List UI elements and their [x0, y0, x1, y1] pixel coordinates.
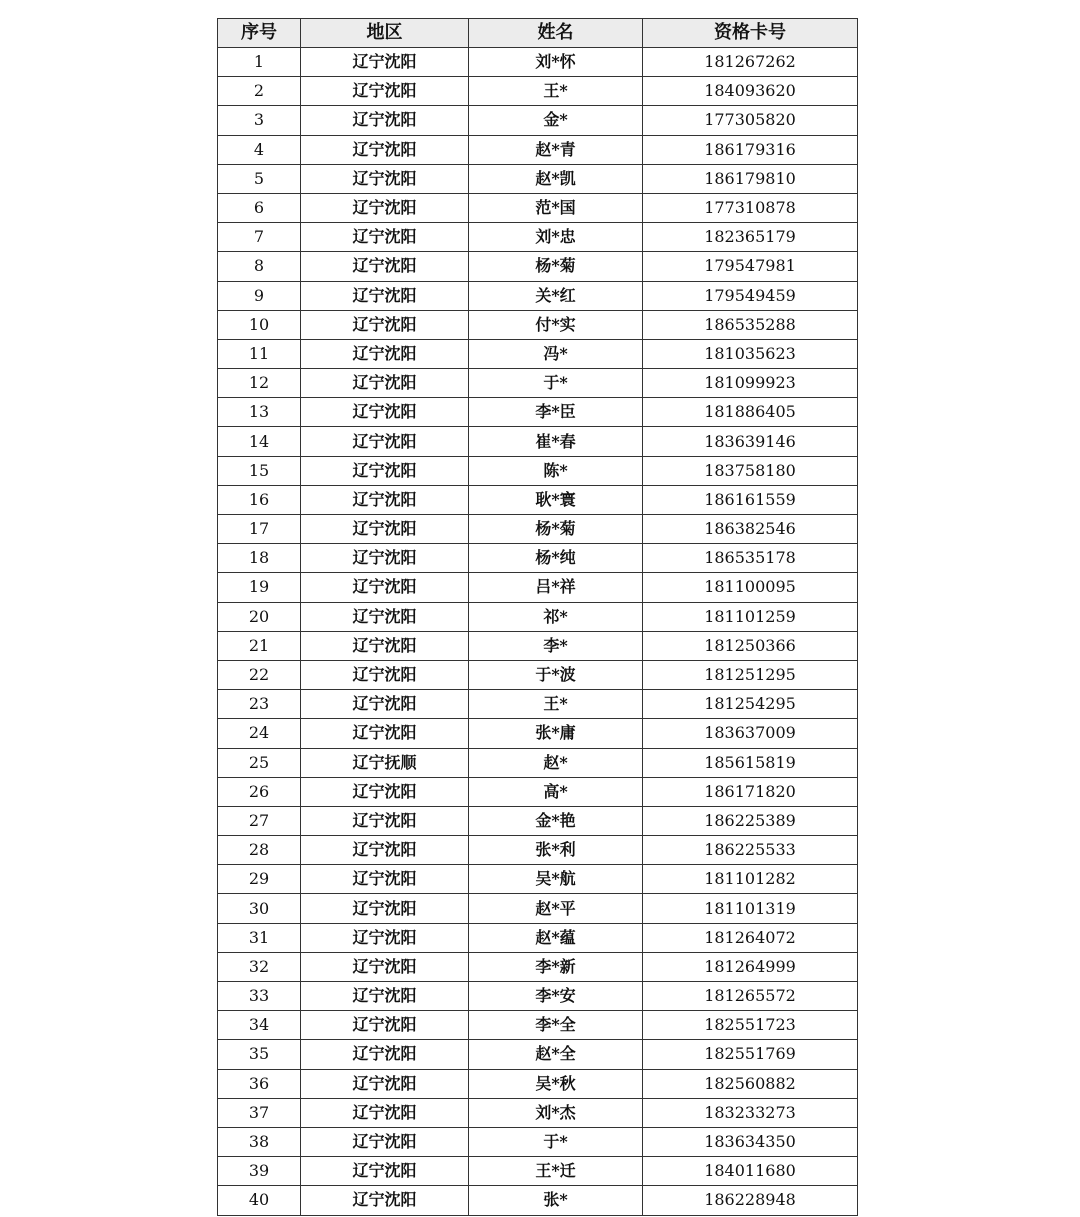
cell-name: 刘*杰 — [469, 1098, 643, 1127]
cell-card-number: 183637009 — [643, 719, 858, 748]
cell-index: 34 — [218, 1011, 301, 1040]
cell-region: 辽宁沈阳 — [301, 690, 469, 719]
table-row — [218, 631, 858, 660]
table-row — [218, 427, 858, 456]
cell-name: 崔*春 — [469, 427, 643, 456]
cell-index: 10 — [218, 310, 301, 339]
cell-index: 32 — [218, 952, 301, 981]
cell-card-number: 177305820 — [643, 106, 858, 135]
cell-region: 辽宁沈阳 — [301, 544, 469, 573]
cell-index: 26 — [218, 777, 301, 806]
cell-name: 张*庸 — [469, 719, 643, 748]
cell-region: 辽宁沈阳 — [301, 164, 469, 193]
cell-index: 13 — [218, 398, 301, 427]
table-row — [218, 836, 858, 865]
table-row — [218, 1040, 858, 1069]
table-row — [218, 456, 858, 485]
table-row — [218, 602, 858, 631]
cell-name: 于* — [469, 1127, 643, 1156]
table-row — [218, 398, 858, 427]
table-row — [218, 806, 858, 835]
table-body — [218, 48, 858, 1216]
cell-name: 金*艳 — [469, 806, 643, 835]
cell-index: 35 — [218, 1040, 301, 1069]
cell-card-number: 186171820 — [643, 777, 858, 806]
cell-name: 赵*凯 — [469, 164, 643, 193]
cell-index: 22 — [218, 660, 301, 689]
cell-card-number: 186382546 — [643, 515, 858, 544]
table-row — [218, 573, 858, 602]
cell-card-number: 186225389 — [643, 806, 858, 835]
cell-region: 辽宁沈阳 — [301, 193, 469, 222]
cell-name: 李*新 — [469, 952, 643, 981]
cell-name: 冯* — [469, 339, 643, 368]
table-row — [218, 777, 858, 806]
table-row — [218, 660, 858, 689]
cell-region: 辽宁沈阳 — [301, 1040, 469, 1069]
cell-index: 19 — [218, 573, 301, 602]
cell-card-number: 186535288 — [643, 310, 858, 339]
cell-card-number: 181101319 — [643, 894, 858, 923]
cell-card-number: 181267262 — [643, 48, 858, 77]
cell-card-number: 182560882 — [643, 1069, 858, 1098]
cell-card-number: 186535178 — [643, 544, 858, 573]
cell-card-number: 181099923 — [643, 369, 858, 398]
cell-card-number: 182365179 — [643, 223, 858, 252]
cell-name: 张*利 — [469, 836, 643, 865]
cell-region: 辽宁沈阳 — [301, 952, 469, 981]
cell-index: 8 — [218, 252, 301, 281]
cell-index: 7 — [218, 223, 301, 252]
cell-card-number: 181886405 — [643, 398, 858, 427]
cell-index: 17 — [218, 515, 301, 544]
cell-name: 杨*菊 — [469, 515, 643, 544]
header-name: 姓名 — [469, 19, 643, 48]
cell-card-number: 185615819 — [643, 748, 858, 777]
table-row — [218, 193, 858, 222]
cell-index: 20 — [218, 602, 301, 631]
cell-index: 38 — [218, 1127, 301, 1156]
cell-name: 张* — [469, 1186, 643, 1215]
cell-index: 1 — [218, 48, 301, 77]
cell-region: 辽宁沈阳 — [301, 135, 469, 164]
cell-region: 辽宁沈阳 — [301, 573, 469, 602]
table-row — [218, 982, 858, 1011]
cell-index: 21 — [218, 631, 301, 660]
cell-index: 28 — [218, 836, 301, 865]
cell-card-number: 181265572 — [643, 982, 858, 1011]
cell-name: 祁* — [469, 602, 643, 631]
cell-card-number: 182551723 — [643, 1011, 858, 1040]
cell-name: 赵* — [469, 748, 643, 777]
cell-index: 36 — [218, 1069, 301, 1098]
cell-index: 30 — [218, 894, 301, 923]
cell-region: 辽宁沈阳 — [301, 777, 469, 806]
cell-region: 辽宁沈阳 — [301, 339, 469, 368]
cell-region: 辽宁沈阳 — [301, 1127, 469, 1156]
cell-card-number: 183639146 — [643, 427, 858, 456]
cell-index: 3 — [218, 106, 301, 135]
cell-index: 5 — [218, 164, 301, 193]
cell-name: 吴*航 — [469, 865, 643, 894]
cell-name: 吕*祥 — [469, 573, 643, 602]
cell-region: 辽宁沈阳 — [301, 923, 469, 952]
cell-region: 辽宁沈阳 — [301, 894, 469, 923]
header-index: 序号 — [218, 19, 301, 48]
cell-region: 辽宁沈阳 — [301, 1157, 469, 1186]
cell-name: 金* — [469, 106, 643, 135]
cell-name: 王* — [469, 690, 643, 719]
cell-name: 刘*怀 — [469, 48, 643, 77]
cell-index: 29 — [218, 865, 301, 894]
cell-region: 辽宁沈阳 — [301, 719, 469, 748]
table-row — [218, 77, 858, 106]
cell-card-number: 186228948 — [643, 1186, 858, 1215]
table-row — [218, 1186, 858, 1215]
header-card-number: 资格卡号 — [643, 19, 858, 48]
table-row — [218, 1098, 858, 1127]
table-row — [218, 690, 858, 719]
cell-card-number: 179547981 — [643, 252, 858, 281]
cell-card-number: 179549459 — [643, 281, 858, 310]
cell-name: 赵*蕴 — [469, 923, 643, 952]
table-row — [218, 952, 858, 981]
table-row — [218, 252, 858, 281]
cell-index: 27 — [218, 806, 301, 835]
table-row — [218, 894, 858, 923]
cell-card-number: 181250366 — [643, 631, 858, 660]
cell-card-number: 184011680 — [643, 1157, 858, 1186]
cell-name: 耿*寰 — [469, 485, 643, 514]
cell-name: 赵*平 — [469, 894, 643, 923]
cell-region: 辽宁沈阳 — [301, 515, 469, 544]
table-header — [218, 19, 858, 48]
table-row — [218, 135, 858, 164]
cell-index: 11 — [218, 339, 301, 368]
table-row — [218, 485, 858, 514]
cell-name: 范*国 — [469, 193, 643, 222]
cell-name: 李*安 — [469, 982, 643, 1011]
cell-region: 辽宁沈阳 — [301, 1186, 469, 1215]
cell-region: 辽宁沈阳 — [301, 1069, 469, 1098]
cell-region: 辽宁沈阳 — [301, 865, 469, 894]
cell-region: 辽宁沈阳 — [301, 281, 469, 310]
table-row — [218, 1069, 858, 1098]
cell-name: 吴*秋 — [469, 1069, 643, 1098]
cell-card-number: 177310878 — [643, 193, 858, 222]
cell-region: 辽宁沈阳 — [301, 398, 469, 427]
table-row — [218, 369, 858, 398]
cell-region: 辽宁沈阳 — [301, 836, 469, 865]
cell-card-number: 186225533 — [643, 836, 858, 865]
table-row — [218, 923, 858, 952]
cell-card-number: 186161559 — [643, 485, 858, 514]
cell-name: 赵*青 — [469, 135, 643, 164]
cell-name: 高* — [469, 777, 643, 806]
cell-region: 辽宁沈阳 — [301, 1098, 469, 1127]
cell-card-number: 186179316 — [643, 135, 858, 164]
cell-region: 辽宁沈阳 — [301, 48, 469, 77]
cell-index: 33 — [218, 982, 301, 1011]
cell-region: 辽宁沈阳 — [301, 631, 469, 660]
cell-region: 辽宁沈阳 — [301, 1011, 469, 1040]
cell-index: 25 — [218, 748, 301, 777]
cell-index: 2 — [218, 77, 301, 106]
cell-card-number: 181100095 — [643, 573, 858, 602]
cell-region: 辽宁抚顺 — [301, 748, 469, 777]
cell-index: 12 — [218, 369, 301, 398]
cell-name: 王* — [469, 77, 643, 106]
cell-card-number: 181254295 — [643, 690, 858, 719]
table-row — [218, 48, 858, 77]
cell-region: 辽宁沈阳 — [301, 310, 469, 339]
cell-name: 杨*纯 — [469, 544, 643, 573]
cell-region: 辽宁沈阳 — [301, 982, 469, 1011]
cell-index: 4 — [218, 135, 301, 164]
table-row — [218, 1127, 858, 1156]
cell-card-number: 183758180 — [643, 456, 858, 485]
cell-card-number: 184093620 — [643, 77, 858, 106]
table-row — [218, 719, 858, 748]
cell-region: 辽宁沈阳 — [301, 252, 469, 281]
cell-card-number: 183233273 — [643, 1098, 858, 1127]
table-row — [218, 106, 858, 135]
cell-region: 辽宁沈阳 — [301, 602, 469, 631]
table-row — [218, 865, 858, 894]
cell-index: 14 — [218, 427, 301, 456]
cell-region: 辽宁沈阳 — [301, 456, 469, 485]
table-row — [218, 310, 858, 339]
cell-name: 刘*忠 — [469, 223, 643, 252]
cell-index: 15 — [218, 456, 301, 485]
cell-name: 李*全 — [469, 1011, 643, 1040]
table-row — [218, 223, 858, 252]
cell-name: 杨*菊 — [469, 252, 643, 281]
cell-index: 6 — [218, 193, 301, 222]
cell-name: 王*迁 — [469, 1157, 643, 1186]
header-region: 地区 — [301, 19, 469, 48]
cell-name: 赵*全 — [469, 1040, 643, 1069]
table-row — [218, 1011, 858, 1040]
table-row — [218, 544, 858, 573]
cell-name: 付*实 — [469, 310, 643, 339]
cell-name: 关*红 — [469, 281, 643, 310]
cell-index: 37 — [218, 1098, 301, 1127]
cell-index: 23 — [218, 690, 301, 719]
cell-region: 辽宁沈阳 — [301, 427, 469, 456]
table-row — [218, 1157, 858, 1186]
cell-card-number: 181264999 — [643, 952, 858, 981]
cell-index: 18 — [218, 544, 301, 573]
cell-card-number: 181264072 — [643, 923, 858, 952]
cell-name: 于*波 — [469, 660, 643, 689]
cell-card-number: 183634350 — [643, 1127, 858, 1156]
cell-region: 辽宁沈阳 — [301, 223, 469, 252]
table-row — [218, 339, 858, 368]
cell-region: 辽宁沈阳 — [301, 106, 469, 135]
cell-card-number: 181101259 — [643, 602, 858, 631]
cell-name: 于* — [469, 369, 643, 398]
cell-region: 辽宁沈阳 — [301, 806, 469, 835]
cell-region: 辽宁沈阳 — [301, 369, 469, 398]
cell-name: 李*臣 — [469, 398, 643, 427]
cell-card-number: 182551769 — [643, 1040, 858, 1069]
cell-index: 31 — [218, 923, 301, 952]
table-row — [218, 515, 858, 544]
cell-card-number: 181251295 — [643, 660, 858, 689]
table-row — [218, 748, 858, 777]
cell-name: 李* — [469, 631, 643, 660]
cell-region: 辽宁沈阳 — [301, 77, 469, 106]
table-row — [218, 164, 858, 193]
cell-index: 40 — [218, 1186, 301, 1215]
cell-region: 辽宁沈阳 — [301, 660, 469, 689]
cell-card-number: 181035623 — [643, 339, 858, 368]
header-row — [218, 19, 858, 48]
cell-region: 辽宁沈阳 — [301, 485, 469, 514]
cell-index: 24 — [218, 719, 301, 748]
cell-index: 9 — [218, 281, 301, 310]
cell-card-number: 186179810 — [643, 164, 858, 193]
table-row — [218, 281, 858, 310]
cell-index: 16 — [218, 485, 301, 514]
cell-name: 陈* — [469, 456, 643, 485]
cell-index: 39 — [218, 1157, 301, 1186]
cell-card-number: 181101282 — [643, 865, 858, 894]
roster-table — [217, 18, 858, 1216]
